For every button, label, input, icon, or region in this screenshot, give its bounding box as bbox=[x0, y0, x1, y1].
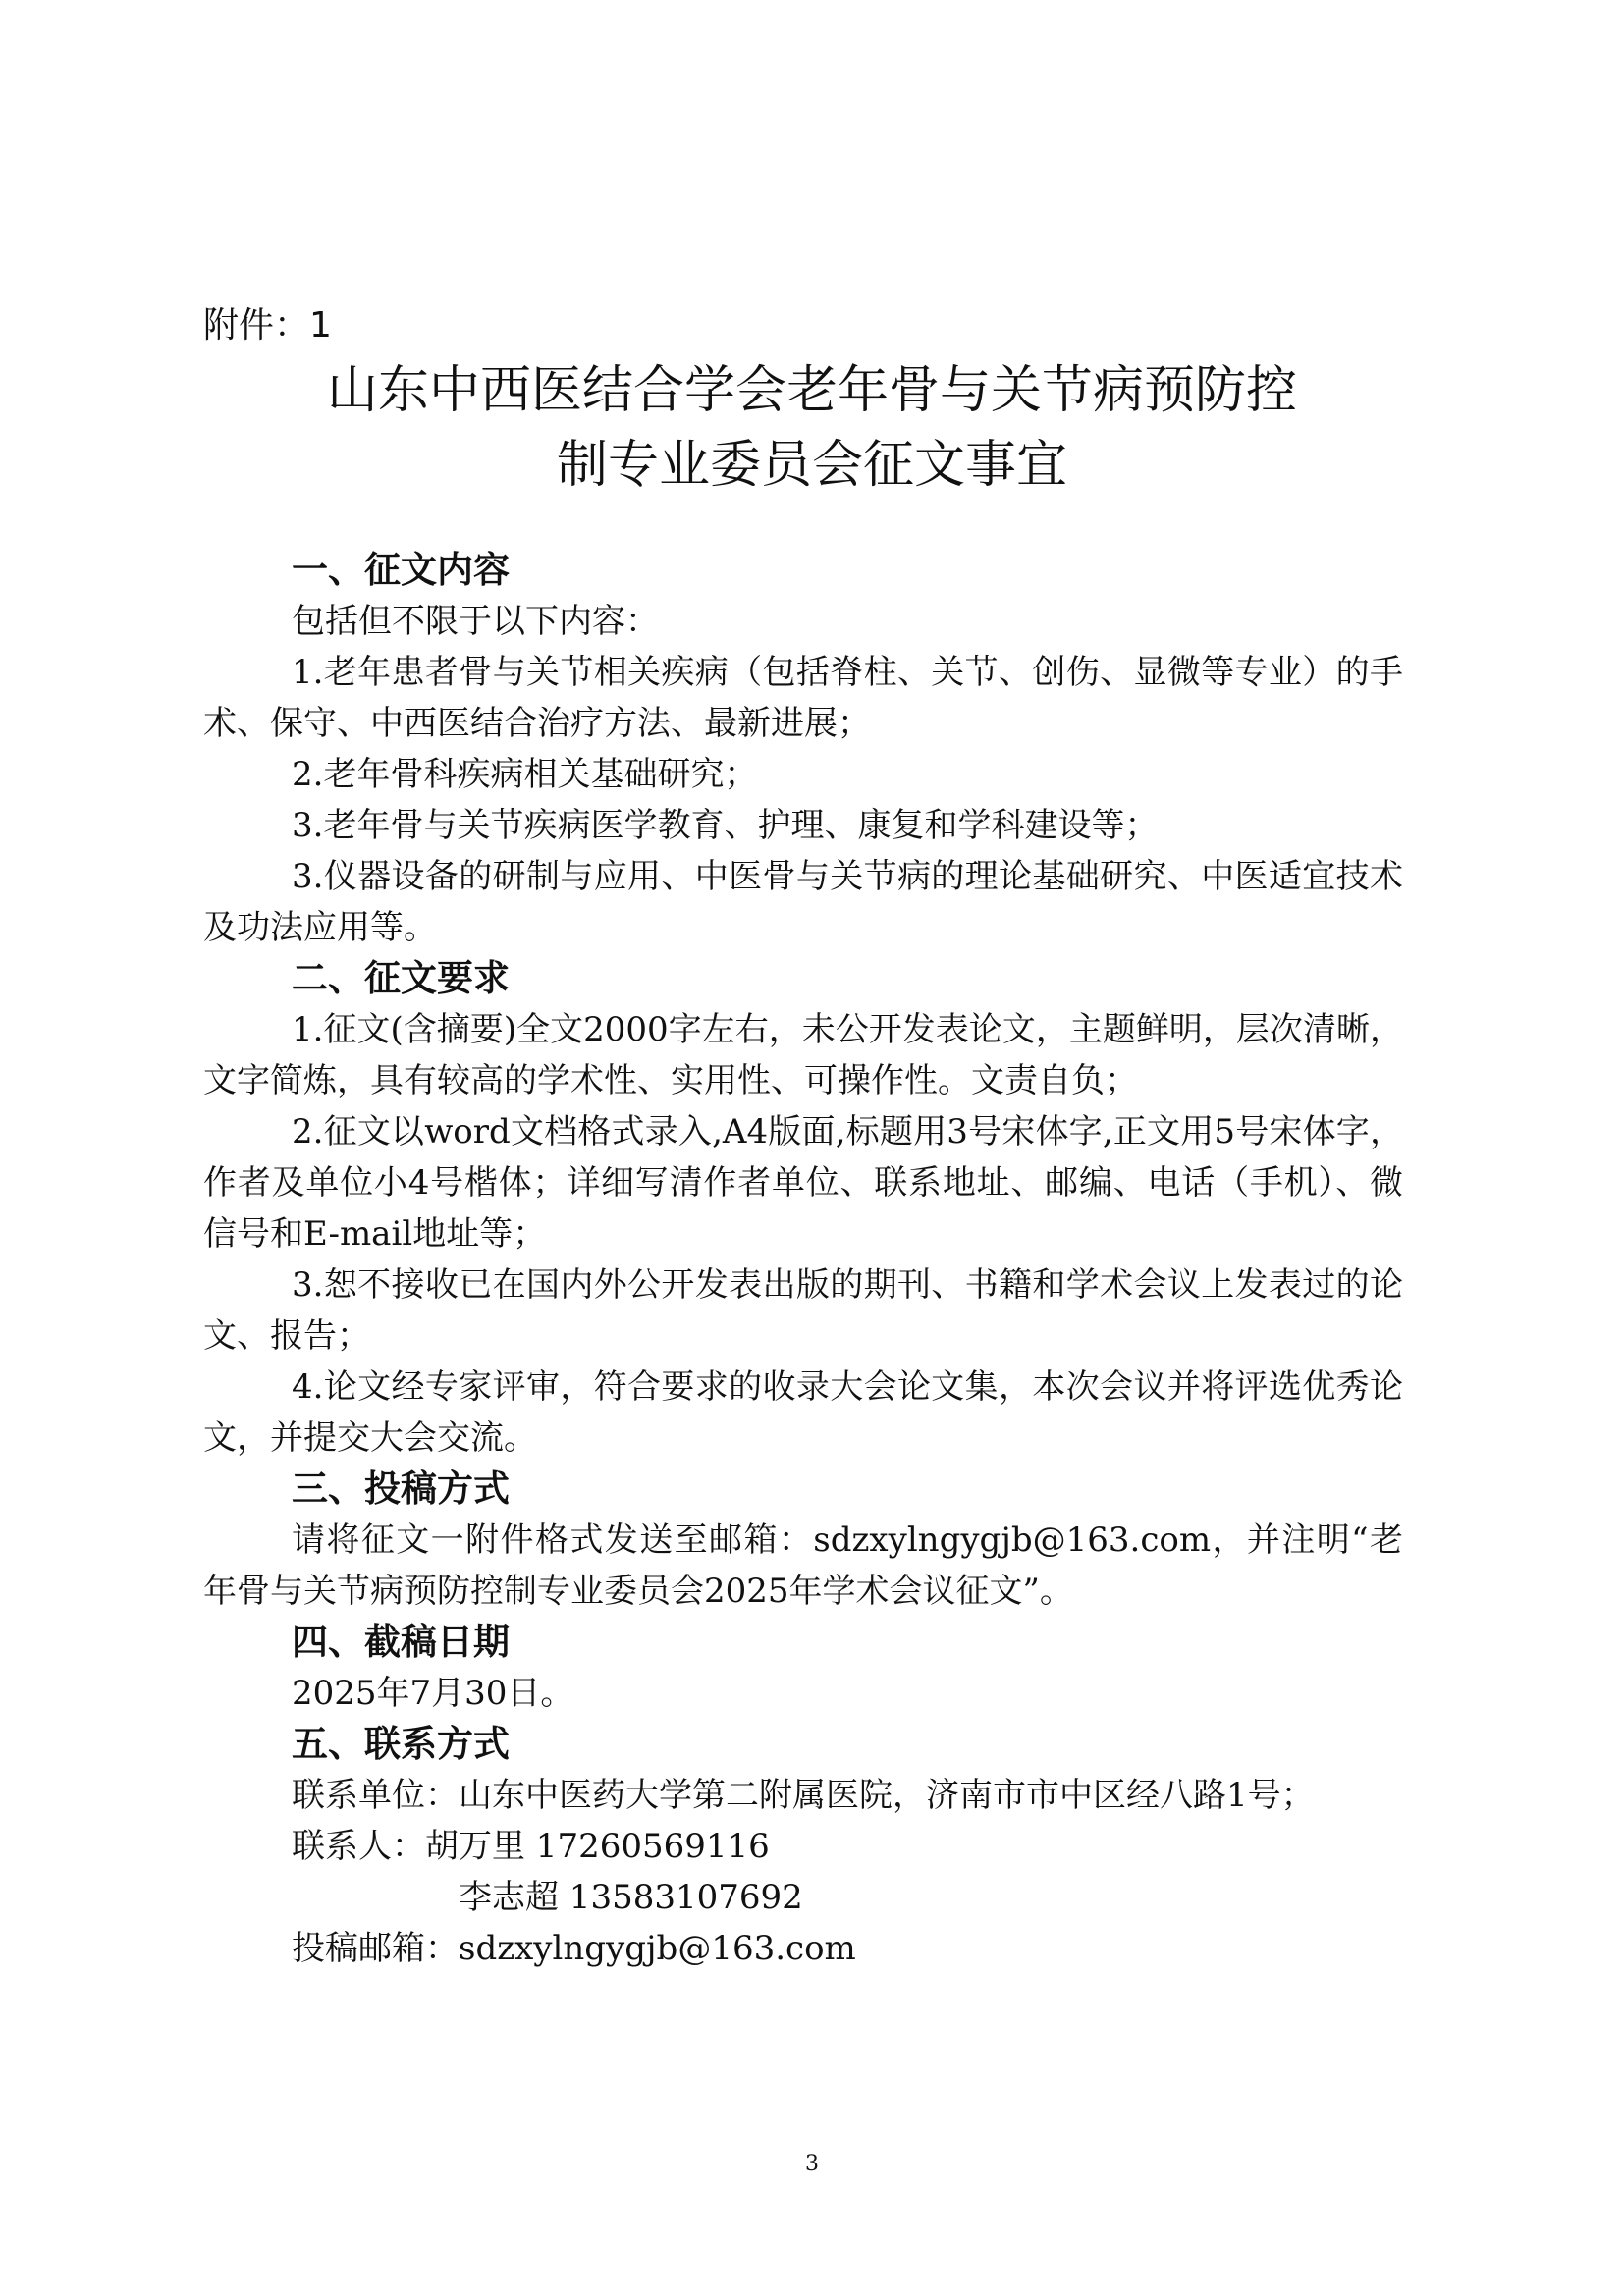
section-heading-content: 一、征文内容 bbox=[292, 549, 510, 591]
section-heading-contact: 五、联系方式 bbox=[292, 1723, 510, 1765]
content-item-3: 3.老年骨与关节疾病医学教育、护理、康复和学科建设等； bbox=[292, 806, 1159, 845]
requirement-item-4: 4.论文经专家评审，符合要求的收录大会论文集，本次会议并将评选优秀论文，并提交大会交流。 bbox=[203, 1367, 1403, 1458]
content-item-2: 2.老年骨科疾病相关基础研究； bbox=[292, 755, 758, 794]
attachment-label: 附件：1 bbox=[203, 305, 332, 346]
document-body bbox=[203, 545, 1403, 1974]
title-line-1: 山东中西医结合学会老年骨与关节病预防控 bbox=[326, 361, 1297, 420]
contact-unit: 联系单位：山东中医药大学第二附属医院，济南市市中区经八路1号； bbox=[292, 1776, 1315, 1815]
contact-email: 投稿邮箱：sdzxylngygjb@163.com bbox=[292, 1929, 856, 1968]
submission-text: 请将征文一附件格式发送至邮箱：sdzxylngygjb@163.com，并注明“老年骨与关节病预防控制专业委员会2025年学术会议征文”。 bbox=[203, 1521, 1403, 1611]
contact-person-2 bbox=[203, 1872, 1403, 1923]
document-title bbox=[147, 353, 1477, 503]
page-number: 3 bbox=[805, 2152, 819, 2176]
content-item-1: 1.老年患者骨与关节相关疾病（包括脊柱、关节、创伤、显微等专业）的手术、保守、中西医结合治疗方法、最新进展； bbox=[203, 653, 1403, 743]
contact-person-2-value: 李志超 13583107692 bbox=[459, 1878, 803, 1917]
deadline-text: 2025年7月30日。 bbox=[292, 1674, 574, 1713]
content-item-4: 3.仪器设备的研制与应用、中医骨与关节病的理论基础研究、中医适宜技术及功法应用等。 bbox=[203, 857, 1403, 947]
contact-person-1 bbox=[203, 1821, 1403, 1872]
requirement-item-2: 2.征文以word文档格式录入,A4版面,标题用3号宋体字,正文用5号宋体字，作者及单位小4号楷体；详细写清作者单位、联系地址、邮编、电话（手机）、微信号和E-mail地址等； bbox=[203, 1112, 1403, 1254]
contact-person-1-value: 胡万里 17260569116 bbox=[425, 1827, 770, 1866]
requirement-item-3: 3.恕不接收已在国内外公开发表出版的期刊、书籍和学术会议上发表过的论文、报告； bbox=[203, 1265, 1403, 1356]
requirement-item-1: 1.征文(含摘要)全文2000字左右，未公开发表论文，主题鲜明，层次清晰，文字简炼，具有较高的学术性、实用性、可操作性。文责自负； bbox=[203, 1010, 1403, 1100]
title-line-2: 制专业委员会征文事宜 bbox=[556, 436, 1067, 495]
section-heading-submission: 三、投稿方式 bbox=[292, 1468, 510, 1510]
content-intro: 包括但不限于以下内容： bbox=[292, 602, 659, 641]
section-heading-requirements: 二、征文要求 bbox=[292, 957, 510, 999]
contact-person-label: 联系人： bbox=[292, 1827, 425, 1866]
section-heading-deadline: 四、截稿日期 bbox=[292, 1621, 510, 1663]
